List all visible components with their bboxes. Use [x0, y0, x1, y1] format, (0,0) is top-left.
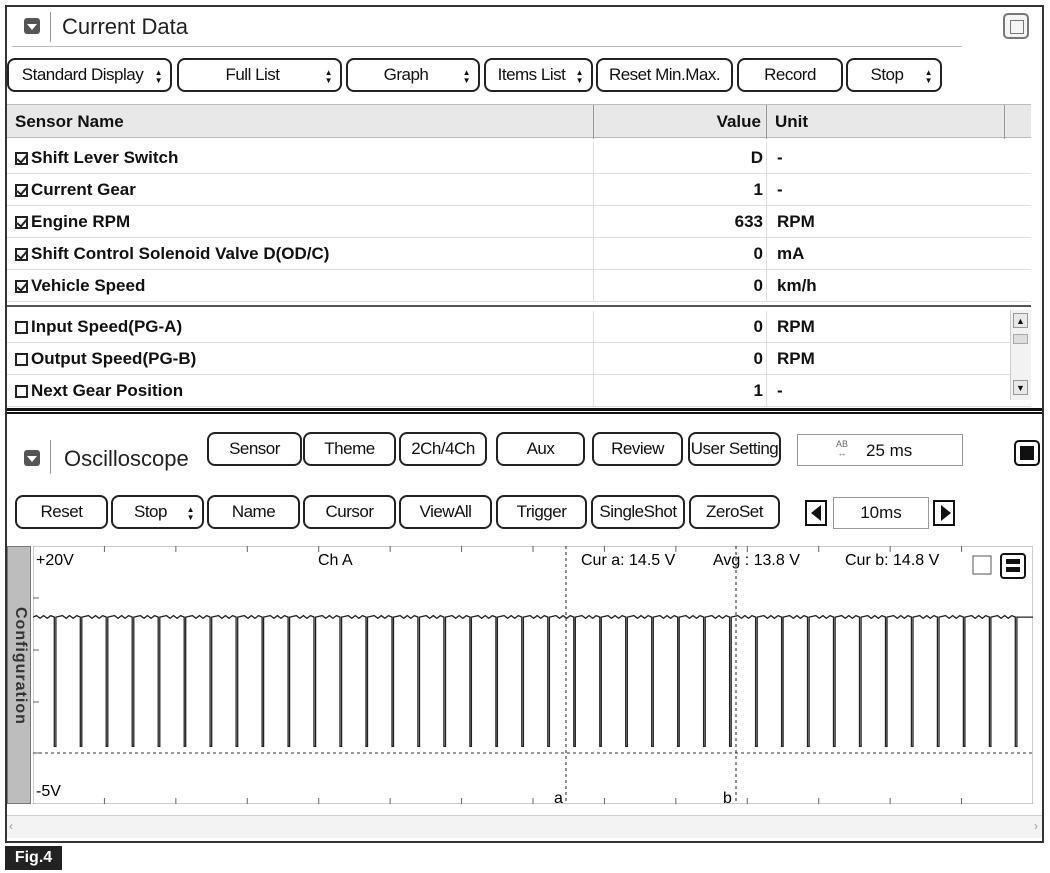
scroll-thumb[interactable] — [1013, 334, 1028, 344]
time-per-div-value: 25 ms — [866, 441, 913, 460]
graph-option-checkbox[interactable] — [973, 556, 991, 574]
sensor-name: Next Gear Position — [31, 381, 184, 400]
sensor-value: 633 — [734, 212, 763, 231]
stop-square-icon — [1020, 446, 1034, 460]
toolbar-button-stop[interactable] — [846, 58, 942, 92]
sensor-value: 0 — [753, 244, 763, 263]
sensor-unit: RPM — [777, 317, 815, 336]
row-name — [15, 349, 196, 369]
osc-button-review[interactable]: Review — [592, 432, 683, 466]
osc-button-user-setting[interactable]: User Setting — [688, 432, 781, 466]
table-row[interactable] — [7, 375, 1031, 407]
toolbar-button-standard-display[interactable] — [7, 58, 172, 92]
sensor-unit: - — [777, 381, 783, 400]
row-name — [15, 381, 183, 401]
table-row[interactable] — [7, 238, 1031, 270]
oscilloscope-plot — [33, 546, 1033, 804]
oscilloscope-graph[interactable] — [33, 546, 1033, 804]
current-data-title: Current Data — [62, 14, 188, 39]
sensor-unit: RPM — [777, 212, 815, 231]
configuration-label: Configuration — [12, 607, 29, 725]
osc-button-label: ZeroSet — [706, 502, 763, 521]
toolbar-button-label: Stop — [870, 65, 904, 84]
toolbar-button-label: Graph — [383, 65, 429, 84]
toolbar-button-full-list[interactable] — [177, 58, 342, 92]
table-row[interactable] — [7, 174, 1031, 206]
scroll-down-icon[interactable]: ▼ — [1013, 380, 1028, 395]
osc-button-2ch-4ch[interactable]: 2Ch/4Ch — [399, 432, 487, 466]
ab-scale-icon: AB ↔ — [836, 439, 849, 458]
y-min-label: -5V — [36, 783, 61, 800]
sensor-name: Output Speed(PG-B) — [31, 349, 197, 368]
toolbar-button-label: Full List — [225, 65, 280, 84]
osc-button-label: Reset — [40, 502, 83, 521]
sensor-unit: km/h — [777, 276, 817, 295]
sensor-unit: RPM — [777, 349, 815, 368]
section-divider — [12, 46, 962, 47]
row-name — [15, 148, 178, 168]
cursor-a-marker: a — [554, 790, 563, 804]
sensor-table-scrollbar[interactable] — [1010, 310, 1031, 400]
osc-button-label: Trigger — [516, 502, 567, 521]
sensor-value: 1 — [753, 180, 763, 199]
configuration-tab[interactable] — [7, 546, 31, 804]
table-row[interactable] — [7, 311, 1031, 343]
table-row[interactable] — [7, 206, 1031, 238]
osc-button-cursor[interactable] — [303, 495, 396, 529]
toolbar-button-record[interactable] — [737, 58, 843, 92]
sensor-unit: - — [777, 148, 783, 167]
osc-button-zeroset[interactable] — [689, 495, 780, 529]
osc-button-sensor[interactable]: Sensor — [207, 432, 302, 466]
toolbar-button-label: Standard Display — [21, 65, 144, 84]
osc-button-stop[interactable] — [111, 495, 204, 529]
toolbar-button-label: Reset Min.Max. — [608, 65, 721, 84]
toolbar-button-graph[interactable] — [346, 58, 480, 92]
sensor-name: Current Gear — [31, 180, 136, 199]
osc-button-label: SingleShot — [599, 502, 677, 521]
average-readout: Avg : 13.8 V — [713, 552, 800, 569]
dropdown-arrows-icon: ▲ ▼ — [575, 68, 583, 85]
row-name — [15, 276, 145, 296]
timebase-next-button[interactable] — [933, 500, 955, 526]
sensor-value: D — [750, 148, 763, 167]
triangle-right-icon — [941, 505, 951, 521]
dropdown-arrows-icon: ▲ ▼ — [924, 68, 932, 85]
dropdown-arrows-icon: ▲ ▼ — [324, 68, 332, 85]
dropdown-arrows-icon: ▲ ▼ — [154, 68, 162, 85]
dropdown-arrows-icon: ▲ ▼ — [186, 505, 194, 522]
row-checkbox[interactable] — [15, 280, 28, 293]
row-checkbox[interactable] — [15, 385, 28, 398]
channel-label: Ch A — [318, 552, 353, 569]
graph-menu-icon[interactable] — [1001, 554, 1025, 578]
sensor-name: Vehicle Speed — [31, 276, 146, 295]
oscilloscope-title: Oscilloscope — [64, 446, 189, 471]
scroll-right-icon[interactable]: › — [1034, 819, 1038, 833]
osc-button-trigger[interactable] — [496, 495, 587, 529]
osc-button-singleshot[interactable] — [591, 495, 685, 529]
sensor-value: 0 — [753, 276, 763, 295]
sensor-value: 0 — [753, 349, 763, 368]
time-per-div-display — [797, 434, 963, 466]
sensor-value: 1 — [753, 381, 763, 400]
toolbar-button-label: Record — [764, 65, 816, 84]
table-row[interactable] — [7, 343, 1031, 375]
osc-button-name[interactable] — [207, 495, 300, 529]
toolbar-button-reset-min-max[interactable] — [596, 58, 733, 92]
table-row[interactable] — [7, 270, 1031, 302]
row-name — [15, 244, 329, 264]
sensor-name: Input Speed(PG-A) — [31, 317, 183, 336]
osc-button-theme[interactable]: Theme — [303, 432, 396, 466]
scroll-left-icon[interactable]: ‹ — [9, 819, 13, 833]
osc-button-label: ViewAll — [419, 502, 472, 521]
osc-button-viewall[interactable] — [399, 495, 492, 529]
row-name — [15, 180, 136, 200]
column-unit: Unit — [775, 112, 809, 131]
osc-button-aux[interactable]: Aux — [496, 432, 585, 466]
collapse-current-data-icon[interactable] — [24, 18, 40, 34]
table-split-divider — [7, 305, 1031, 307]
maximize-button[interactable] — [1003, 13, 1029, 39]
toolbar-button-items-list[interactable] — [484, 58, 593, 92]
cursor-b-readout: Cur b: 14.8 V — [845, 552, 940, 569]
record-stop-button[interactable] — [1014, 440, 1040, 466]
table-row[interactable] — [7, 142, 1031, 174]
sensor-unit: - — [777, 180, 783, 199]
timebase-prev-button[interactable] — [805, 500, 827, 526]
row-checkbox[interactable] — [15, 321, 28, 334]
row-name — [15, 317, 182, 337]
sensor-name: Shift Lever Switch — [31, 148, 179, 167]
figure-label: Fig.4 — [5, 846, 62, 870]
column-sensor-name: Sensor Name — [15, 112, 124, 131]
osc-button-label: Stop — [134, 502, 167, 521]
sensor-unit: mA — [777, 244, 805, 263]
timebase-value[interactable]: 10ms — [833, 497, 929, 529]
row-checkbox[interactable] — [15, 248, 28, 261]
horizontal-scrollbar[interactable] — [7, 815, 1042, 838]
row-checkbox[interactable] — [15, 353, 28, 366]
sensor-value: 0 — [753, 317, 763, 336]
osc-button-label: Name — [231, 502, 276, 521]
collapse-oscilloscope-icon[interactable] — [24, 450, 40, 466]
row-name — [15, 212, 130, 232]
sensor-name: Engine RPM — [31, 212, 131, 231]
row-checkbox[interactable] — [15, 152, 28, 165]
y-max-label: +20V — [36, 552, 74, 569]
osc-button-reset[interactable] — [15, 495, 108, 529]
cursor-b-marker: b — [723, 790, 732, 804]
row-checkbox[interactable] — [15, 216, 28, 229]
dropdown-arrows-icon: ▲ ▼ — [462, 68, 470, 85]
scroll-up-icon[interactable]: ▲ — [1013, 313, 1028, 328]
panel-splitter[interactable] — [7, 408, 1042, 414]
column-value: Value — [716, 112, 761, 131]
toolbar-button-label: Items List — [497, 65, 566, 84]
cursor-a-readout: Cur a: 14.5 V — [581, 552, 676, 569]
row-checkbox[interactable] — [15, 184, 28, 197]
sensor-table-header — [7, 104, 1031, 138]
sensor-name: Shift Control Solenoid Valve D(OD/C) — [31, 244, 330, 263]
triangle-left-icon — [811, 505, 821, 521]
osc-button-label: Cursor — [325, 502, 374, 521]
maximize-icon — [1010, 20, 1024, 34]
